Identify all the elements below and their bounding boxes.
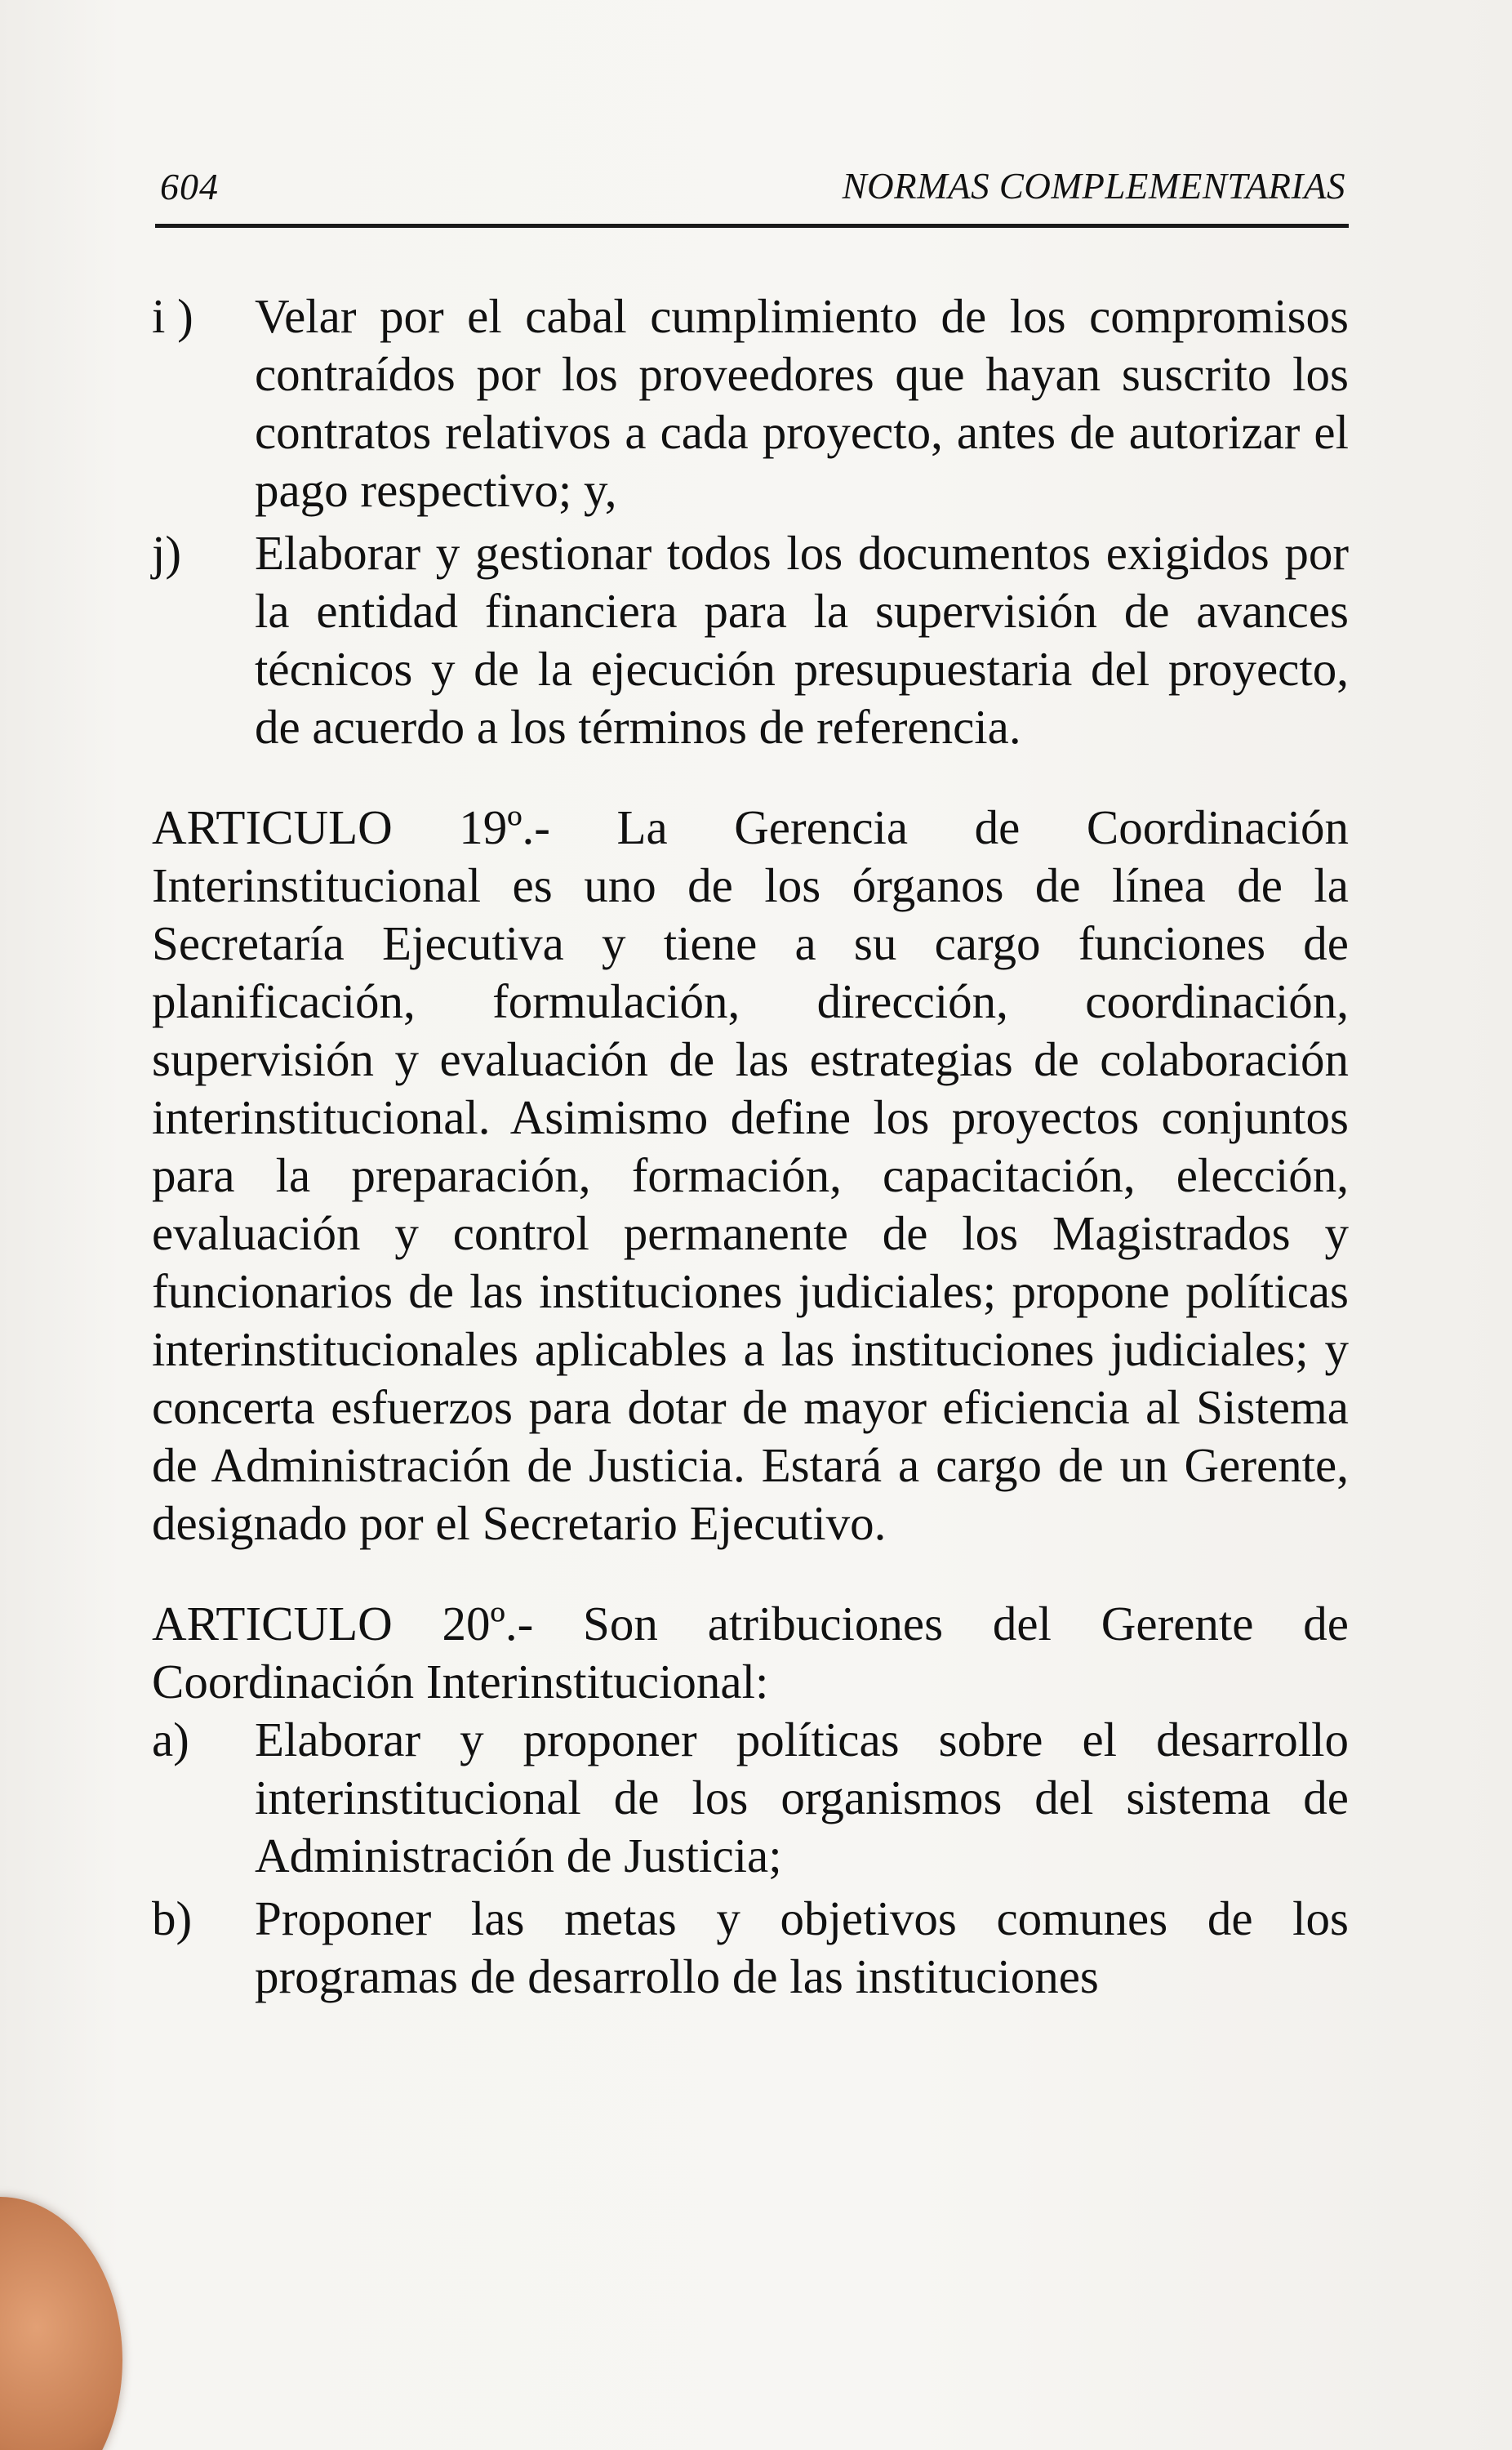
list-item-text: Elaborar y proponer políticas sobre el desarrollo interinstitucional de los organismos del sistema de Administración de Justicia;	[255, 1713, 1349, 1882]
list-marker: j)	[152, 526, 182, 580]
list-marker: i )	[152, 289, 193, 343]
coin-photo-edge	[0, 2197, 122, 2450]
article-19: ARTICULO 19º.- La Gerencia de Coordinación Interinstitucional es uno de los órganos de línea de la Secretaría Ejecutiva y tiene a su cargo funciones de planificación, formulación, dirección, coordinación, supervisión y evaluación de las estrategias de colaboración interinstitucional. Asimismo define los proyectos conjuntos para la preparación, formación, capacitación, elección, evaluación y control permanente de los Magistrados y funcionarios de las instituciones judiciales; propone políticas interinstitucionales aplicables a las instituciones judiciales; y concerta esfuerzos para dotar de mayor eficiencia al Sistema de Administración de Justicia. Estará a cargo de un Gerente, designado por el Secretario Ejecutivo.	[152, 800, 1349, 1550]
body-text	[152, 287, 1349, 2006]
running-head: NORMAS COMPLEMENTARIAS	[842, 166, 1345, 207]
page-header	[155, 160, 1349, 234]
list-item-b	[152, 1890, 1349, 2006]
article-20: ARTICULO 20º.- Son atribuciones del Gerente de Coordinación Interinstitucional:	[152, 1597, 1349, 1708]
list-item-text: Elaborar y gestionar todos los documentos exigidos por la entidad financiera para la supervisión de avances técnicos y de la ejecución presupuestaria del proyecto, de acuerdo a los términos de referencia.	[255, 526, 1349, 754]
list-item-j	[152, 524, 1349, 756]
list-marker: b)	[152, 1891, 193, 1945]
list-item-text: Proponer las metas y objetivos comunes de los programas de desarrollo de las instituciones	[255, 1891, 1349, 2003]
list-item-text: Velar por el cabal cumplimiento de los compromisos contraídos por los proveedores que hayan suscrito los contratos relativos a cada proyecto, antes de autorizar el pago respectivo; y,	[255, 289, 1349, 517]
list-item-i	[152, 287, 1349, 519]
list-marker: a)	[152, 1713, 189, 1766]
header-rule	[155, 224, 1349, 228]
list-item-a	[152, 1711, 1349, 1885]
page-number: 604	[160, 166, 219, 207]
